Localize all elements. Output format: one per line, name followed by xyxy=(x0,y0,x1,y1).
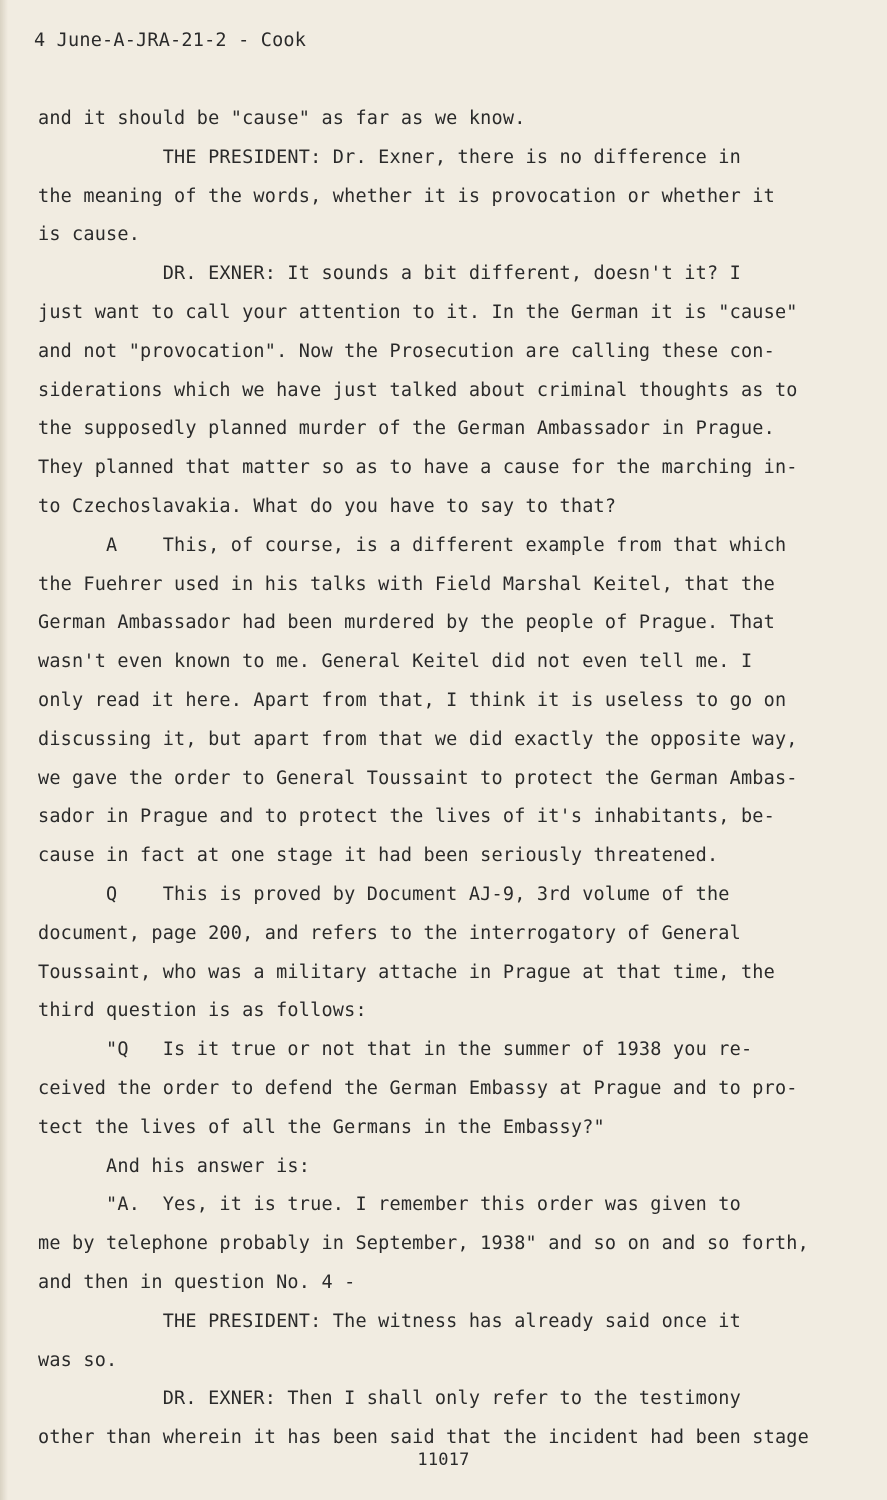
transcript-line: is cause. xyxy=(38,224,141,246)
transcript-line: siderations which we have just talked about criminal thoughts as to xyxy=(38,379,798,401)
transcript-line: we gave the order to General Toussaint to protect the German Ambas- xyxy=(38,767,798,789)
transcript-line: document, page 200, and refers to the interrogatory of General xyxy=(38,922,741,944)
transcript-line: wasn't even known to me. General Keitel did not even tell me. I xyxy=(38,651,753,673)
transcript-body xyxy=(38,104,848,1462)
transcript-line: and not "provocation". Now the Prosecution are calling these con- xyxy=(38,340,775,362)
transcript-line: discussing it, but apart from that we did exactly the opposite way, xyxy=(38,728,798,750)
transcript-line: cause in fact at one stage it had been seriously threatened. xyxy=(38,845,719,867)
transcript-line: German Ambassador had been murdered by the people of Prague. That xyxy=(38,612,775,634)
transcript-line: was so. xyxy=(38,1349,118,1371)
transcript-line: me by telephone probably in September, 1938" and so on and so forth, xyxy=(38,1233,809,1255)
transcript-line: "A. Yes, it is true. I remember this order was given to xyxy=(38,1194,741,1216)
transcript-line: THE PRESIDENT: The witness has already said once it xyxy=(38,1310,741,1332)
transcript-line: tect the lives of all the Germans in the Embassy?" xyxy=(38,1116,605,1138)
transcript-line: the meaning of the words, whether it is provocation or whether it xyxy=(38,185,775,207)
transcript-line: ceived the order to defend the German Embassy at Prague and to pro- xyxy=(38,1077,798,1099)
transcript-line: And his answer is: xyxy=(38,1155,311,1177)
transcript-line: to Czechoslavakia. What do you have to say to that? xyxy=(38,495,617,517)
transcript-line: third question is as follows: xyxy=(38,1000,367,1022)
transcript-line: Q This is proved by Document AJ-9, 3rd volume of the xyxy=(38,883,730,905)
transcript-line: "Q Is it true or not that in the summer of 1938 you re- xyxy=(38,1039,753,1061)
transcript-line: and then in question No. 4 - xyxy=(38,1271,356,1293)
transcript-line: only read it here. Apart from that, I think it is useless to go on xyxy=(38,689,787,711)
page-edge-shadow xyxy=(0,0,8,1500)
page-header: 4 June-A-JRA-21-2 - Cook xyxy=(34,30,307,51)
transcript-line: Toussaint, who was a military attache in Prague at that time, the xyxy=(38,961,775,983)
transcript-line: THE PRESIDENT: Dr. Exner, there is no difference in xyxy=(38,146,741,168)
transcript-line: They planned that matter so as to have a cause for the marching in- xyxy=(38,457,798,479)
transcript-line: and it should be "cause" as far as we know. xyxy=(38,108,526,129)
transcript-line: A This, of course, is a different example from that which xyxy=(38,534,787,556)
page-number: 11017 xyxy=(417,1450,470,1470)
transcript-line: just want to call your attention to it. In the German it is "cause" xyxy=(38,301,798,323)
transcript-line: DR. EXNER: Then I shall only refer to the testimony xyxy=(38,1388,741,1410)
transcript-line: DR. EXNER: It sounds a bit different, doesn't it? I xyxy=(38,263,741,285)
transcript-line: the Fuehrer used in his talks with Field Marshal Keitel, that the xyxy=(38,573,775,595)
transcript-line: other than wherein it has been said that the incident had been stage xyxy=(38,1427,809,1449)
transcript-line: the supposedly planned murder of the German Ambassador in Prague. xyxy=(38,418,775,440)
transcript-line: sador in Prague and to protect the lives of it's inhabitants, be- xyxy=(38,806,775,828)
